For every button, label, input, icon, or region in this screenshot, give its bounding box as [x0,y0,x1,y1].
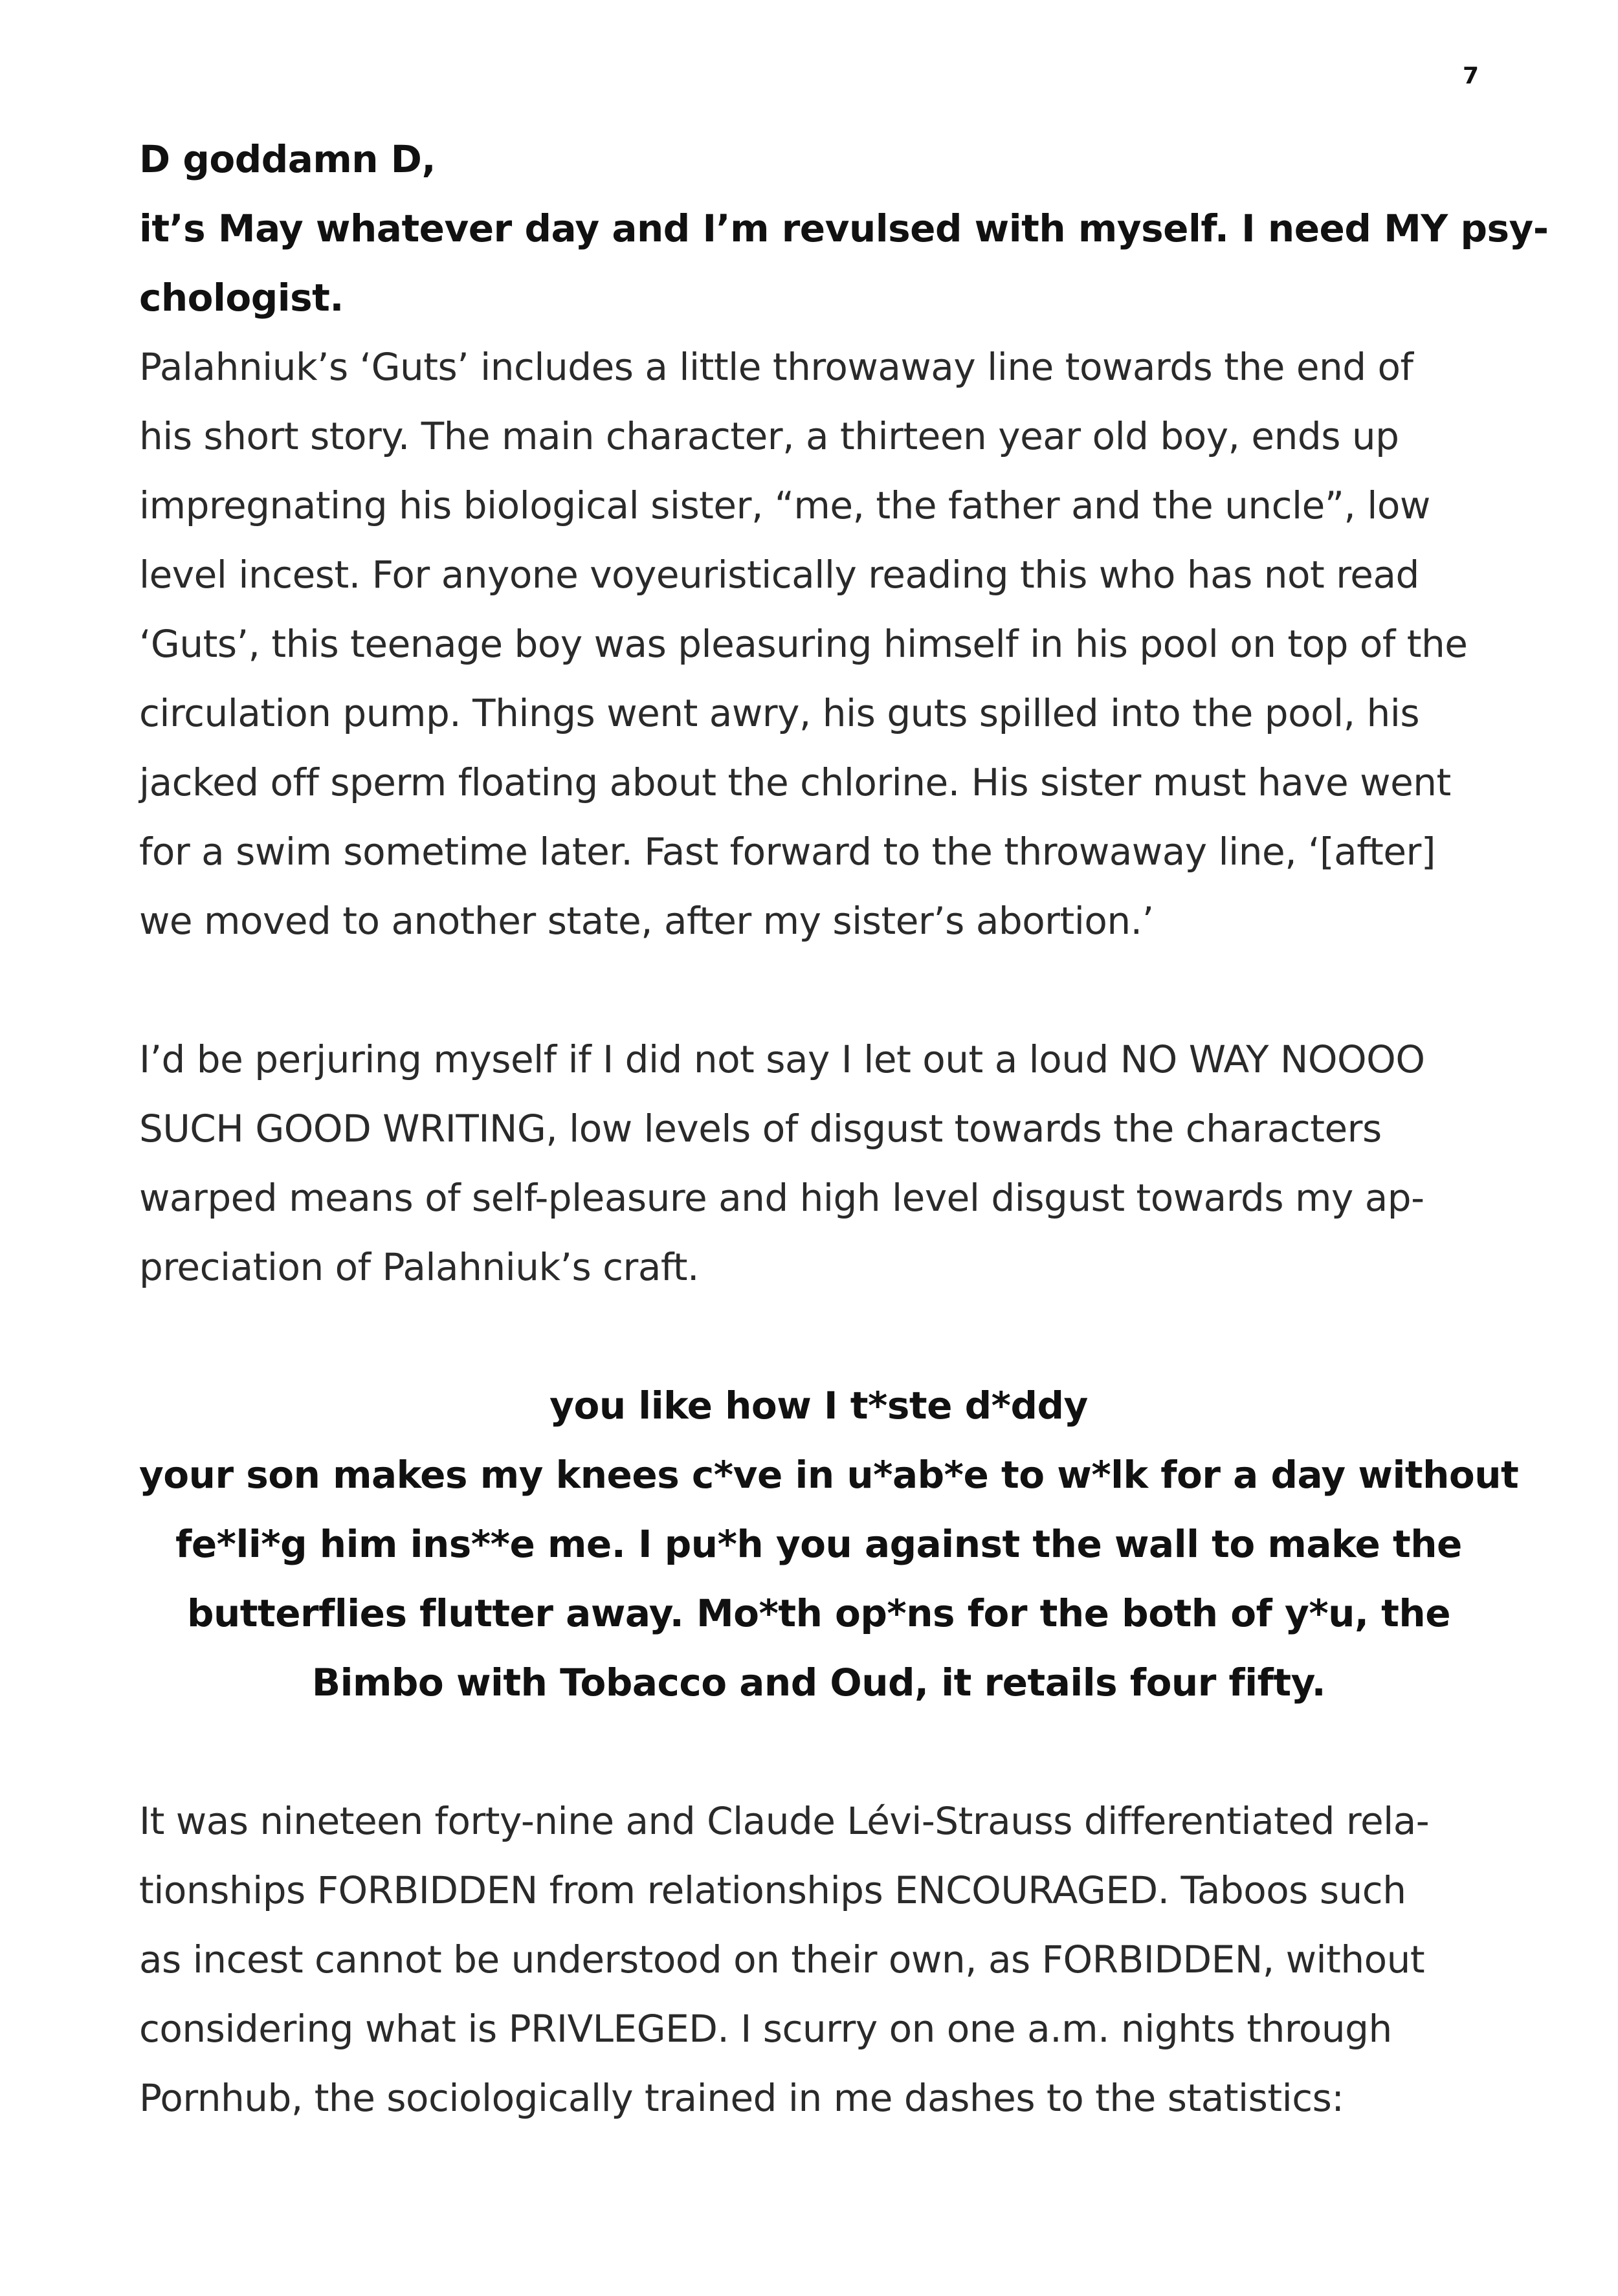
paragraph-gap [139,1302,1498,1371]
paragraph-line: Pornhub, the sociologically trained in me dashes to the statistics: [139,2076,1344,2120]
heading-line: D goddamn D, [139,137,436,181]
paragraph-levi-strauss [139,1787,1498,2133]
poem-line: you like how I t*ste d*ddy [549,1384,1088,1428]
paragraph-line: for a swim sometime later. Fast forward to the throwaway line, ‘[after] [139,830,1435,874]
centered-poem [139,1371,1519,1717]
paragraph-line: I’d be perjuring myself if I did not say I let out a loud NO WAY NOOOO [139,1037,1425,1081]
paragraph-line: preciation of Palahniuk’s craft. [139,1245,699,1289]
paragraph-line: circulation pump. Things went awry, his guts spilled into the pool, his [139,691,1420,735]
paragraph-line: jacked off sperm floating about the chlorine. His sister must have went [139,760,1451,804]
poem-line: butterflies flutter away. Mo*th op*ns for the both of y*u, the [186,1591,1451,1635]
paragraph-line: level incest. For anyone voyeuristically reading this who has not read [139,553,1419,597]
paragraph-line: It was nineteen forty-nine and Claude Lévi-Strauss differentiated rela- [139,1799,1430,1843]
paragraph-gap [139,1717,1498,1787]
poem-line: fe*li*g him ins**e me. I pu*h you against the wall to make the [175,1522,1462,1566]
paragraph-line: tionships FORBIDDEN from relationships ENCOURAGED. Taboos such [139,1868,1406,1912]
paragraph-line: considering what is PRIVLEGED. I scurry on one a.m. nights through [139,2007,1392,2051]
paragraph-line: we moved to another state, after my sister’s abortion.’ [139,899,1154,943]
heading-line: chologist. [139,276,344,320]
poem-line: Bimbo with Tobacco and Oud, it retails four fifty. [311,1661,1326,1705]
paragraph-line: impregnating his biological sister, “me, the father and the uncle”, low [139,483,1430,527]
heading-line: it’s May whatever day and I’m revulsed with myself. I need MY psy- [139,206,1549,250]
paragraph-line: Palahniuk’s ‘Guts’ includes a little throwaway line towards the end of [139,345,1413,389]
paragraph-guts [139,333,1498,956]
page-number: 7 [1463,63,1479,89]
paragraph-line: his short story. The main character, a thirteen year old boy, ends up [139,414,1399,458]
paragraph-line: as incest cannot be understood on their own, as FORBIDDEN, without [139,1937,1425,1981]
paragraph-gap [139,956,1498,1025]
paragraph-line: ‘Guts’, this teenage boy was pleasuring himself in his pool on top of the [139,622,1468,666]
letter-heading [139,125,1549,333]
page-body [139,125,1549,2133]
paragraph-perjuring [139,1025,1498,1302]
paragraph-line: SUCH GOOD WRITING, low levels of disgust towards the characters [139,1107,1382,1151]
paragraph-line: warped means of self-pleasure and high level disgust towards my ap- [139,1176,1424,1220]
poem-line: your son makes my knees c*ve in u*ab*e to w*lk for a day without [139,1453,1519,1497]
